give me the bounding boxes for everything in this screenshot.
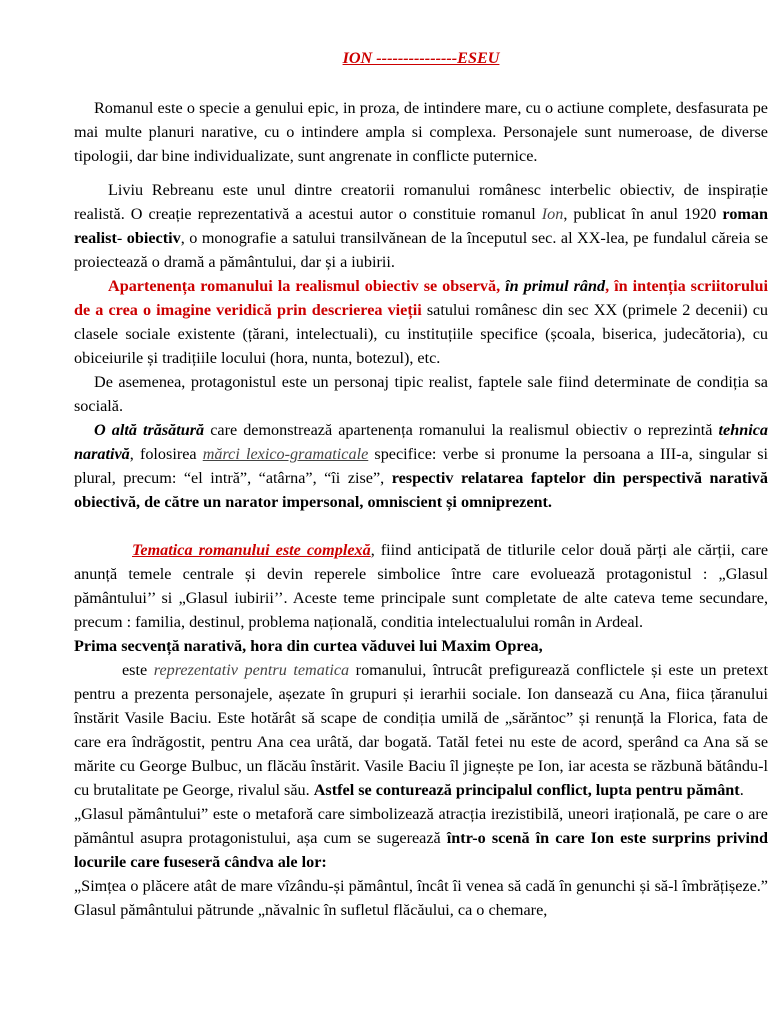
document-title: ION ---------------ESEU	[342, 49, 500, 67]
paragraph-hora	[74, 658, 768, 802]
bold-italic-phrase: tehnica narativă	[74, 421, 768, 463]
text-span: specifice: verbe si pronume la persoana a III-a, singular si plural, precum: “el intră”, “atârna”, “îi zise”,	[74, 445, 768, 487]
red-bold-phrase: , în intenția scriitorului de a crea o imagine veridică prin descrierea vieții	[74, 277, 768, 319]
bold-italic-phrase: în primul rând	[505, 277, 606, 295]
red-bold-phrase: Apartenența romanului la realismul obiectiv se observă,	[108, 277, 506, 295]
bold-phrase: respectiv relatarea faptelor din perspectivă narativă obiectivă, de către un narator impersonal, omniscient și omniprezent.	[74, 469, 768, 511]
paragraph-intro: Romanul este o specie a genului epic, in proza, de intindere mare, cu o actiune complete, desfasurata pe mai multe planuri narative, cu o intindere ampla si complexa. Personajele sunt numeroase, de diverse tipologii, dar bine individualizate, sunt angrenate in conflicte puternice.	[74, 99, 768, 165]
text-span: satului românesc din sec XX (primele 2 decenii) cu clasele sociale existente (țărani, intelectuali), cu instituțiile specifice (școala, biserica, judecătoria), cu obiceiurile și tradițiile locului (hora, nunta, botezul), etc.	[74, 301, 768, 367]
paragraph-protagonist: De asemenea, protagonistul este un personaj tipic realist, faptele sale fiind determinate de condiția sa socială.	[74, 373, 768, 415]
underlined-phrase: mărci lexico-gramaticale	[202, 445, 369, 463]
text-span: romanului, întrucât prefigurează conflictele și este un pretext pentru a prezenta personajele, așezate în grupuri și ierarhii sociale. Ion dansează cu Ana, fiica țăranului înstărit Vasile Baciu. Este hotărât să scape de condiția umilă de „sărăntoc” și renunță la Florica, fata de care era îndrăgostit, pentru Ana cea urâtă, dar bogată. Tatăl fetei nu este de acord, sperând ca Ana să se mărite cu George Bulbuc, un flăcău înstărit. Vasile Baciu îl jignește pe Ion, iar acesta se răzbună bătându-l cu brutalitate pe George, rivalul său.	[74, 661, 768, 799]
paragraph-metaphor	[74, 802, 768, 874]
paragraph-author	[74, 178, 768, 274]
paragraph-thematic	[74, 538, 768, 634]
italic-phrase: reprezentativ pentru tematica	[153, 661, 350, 679]
bold-phrase: roman realist	[74, 205, 768, 247]
paragraph-realism	[74, 274, 768, 370]
document-page	[74, 46, 768, 922]
novel-title: Ion	[541, 205, 564, 223]
bold-phrase: Prima secvență narativă, hora din curtea văduvei lui Maxim Oprea,	[74, 637, 543, 655]
text-span: , fiind anticipată de titlurile celor două părți ale cărții, care anunță temele centrale și devin reperele simbolice între care evoluează protagonistul : „Glasul pământului’’ si „Glasul iubirii’’. Aceste teme principale sunt completate de alte cateva teme secundare, precum : familia, destinul, problema națională, conditia intelectualului român in Ardeal.	[74, 541, 768, 631]
text-span: , publicat în anul 1920	[563, 205, 723, 223]
text-span: , folosirea	[129, 445, 203, 463]
text-span: , o monografie a satului transilvănean de la începutul sec. al XX-lea, pe fundalul căreia se proiectează o dramă a pământului, dar și a iubirii.	[74, 229, 768, 271]
text-span: .	[739, 781, 744, 799]
text-span: este	[122, 661, 154, 679]
text-span: Liviu Rebreanu este unul dintre creatorii romanului românesc interbelic obiectiv, de inspirație realistă. O creație reprezentativă a acestui autor o constituie romanul	[74, 181, 768, 223]
bold-phrase: Astfel se conturează principalul conflict, lupta pentru pământ	[313, 781, 740, 799]
text-span: care demonstrează apartenența romanului la realismul obiectiv o reprezintă	[204, 421, 719, 439]
text-span: „Glasul pământului” este o metaforă care simbolizează atracția irezistibilă, uneori irațională, pe care o are pământul asupra protagonistului, așa cum se sugerează	[74, 805, 768, 847]
paragraph-narrative-technique	[74, 418, 768, 514]
bold-italic-phrase: O altă trăsătură	[94, 421, 205, 439]
text-span: -	[116, 229, 127, 247]
paragraph-quote: „Simțea o plăcere atât de mare vîzându-și pământul, încât îi venea să cadă în genunchi și să-l îmbrățișeze.” Glasul pământului pătrunde „năvalnic în sufletul flăcăului, ca o chemare,	[74, 877, 768, 919]
paragraph-first-sequence	[74, 634, 768, 658]
bold-phrase: obiectiv	[126, 229, 181, 247]
bold-phrase: într-o scenă în care Ion este surprins privind locurile care fuseseră cândva ale lor:	[74, 829, 768, 871]
red-underlined-phrase: Tematica romanului este complexă	[132, 541, 371, 559]
